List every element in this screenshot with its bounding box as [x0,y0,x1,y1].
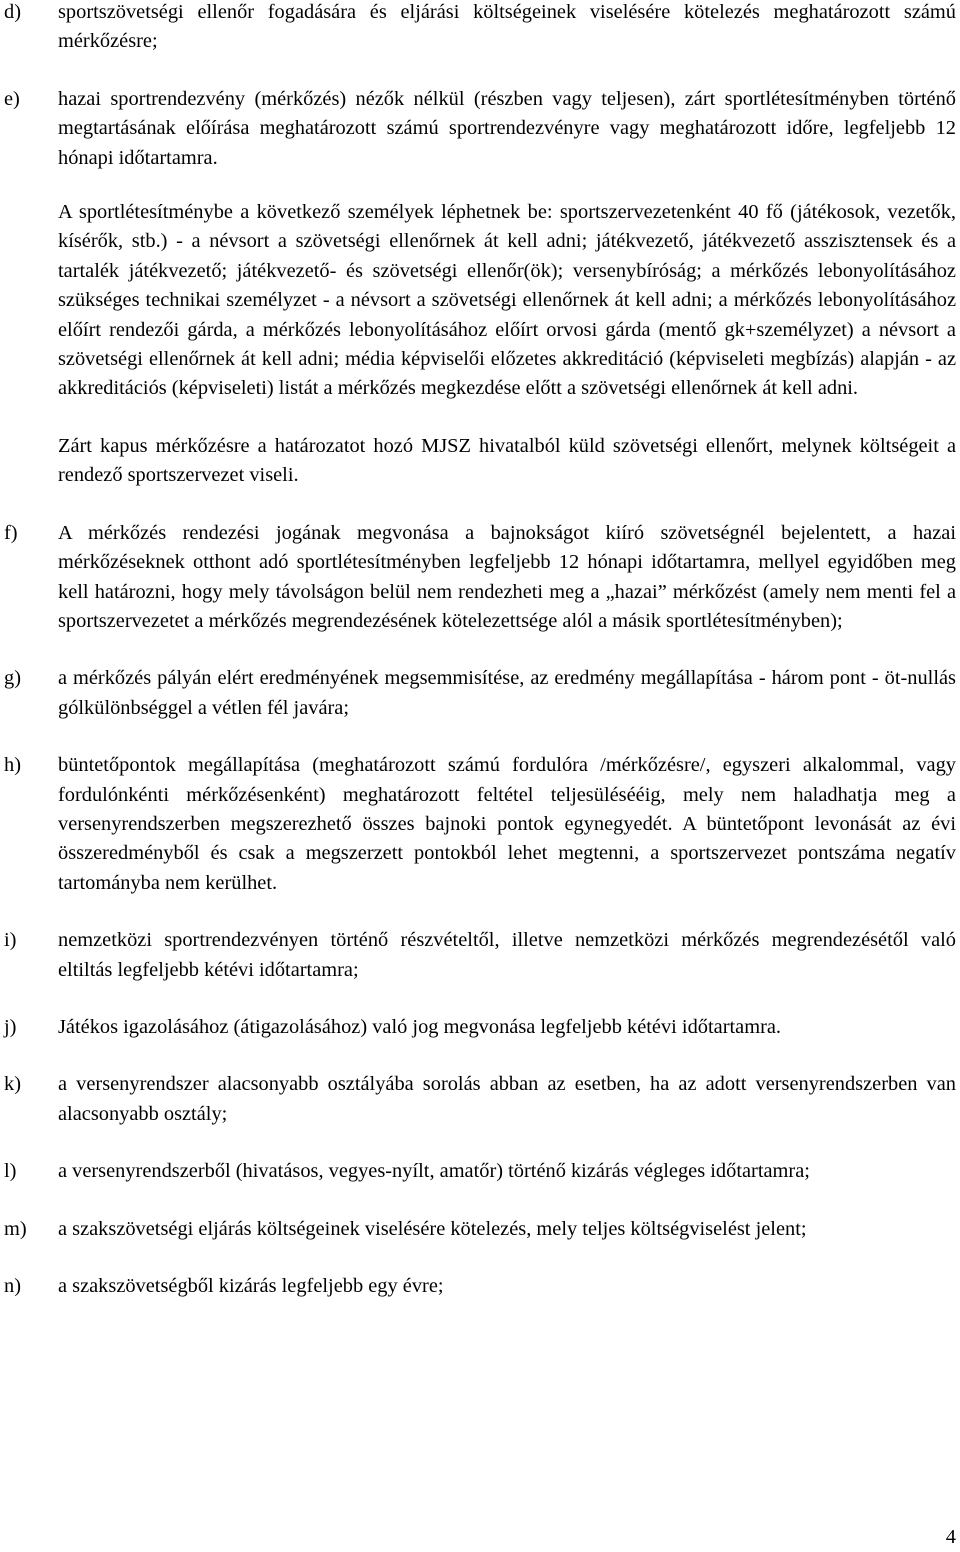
page-number: 4 [945,1526,956,1548]
list-marker: i) [4,929,17,952]
list-marker: g) [4,667,21,690]
list-item-text: a szakszövetségi eljárás költségeinek viselésére kötelezés, mely teljes költségviselést jelent; [58,1217,807,1240]
list-item-n [0,1272,956,1301]
paragraph-allowed-persons: A sportlétesítménybe a következő személyek léphetnek be: sportszervezetenként 40 fő (játékosok, vezetők, kísérők, stb.) - a névsort a szövetségi ellenőrnek át kell adni; játékvezető, játékvezető asszisztensek és a tartalék játékvezető; játékvezető- és szövetségi ellenőr(ök); versenybíróság; a mérkőzés lebonyolításához szükséges technikai személyzet - a névsort a szövetségi ellenőrnek át kell adni; a mérkőzés lebonyolításához előírt rendezői gárda, a mérkőzés lebonyolításához előírt orvosi gárda (mentő gk+személyzet) a névsort a szövetségi ellenőrnek át kell adni; média képviselői előzetes akkreditáció (képviseleti megbízás) alapján - az akkreditációs (képviseleti) listát a mérkőzés megkezdése előtt a szövetségi ellenőrnek át kell adni. [58,201,956,400]
list-item-text: Játékos igazolásához (átigazolásához) való jog megvonása legfeljebb kétévi időtartamra. [58,1015,782,1038]
list-item-i [0,926,956,985]
list-item-text: a mérkőzés pályán elért eredményének megsemmisítése, az eredmény megállapítása - három pont - öt-nullás gólkülönbséggel a vétlen fél javára; [58,667,956,719]
list-marker: j) [4,1015,17,1038]
list-marker: n) [4,1275,21,1297]
list-item-l [0,1157,956,1186]
list-item-m [0,1215,956,1244]
list-marker: m) [4,1217,27,1240]
list-item-text: a versenyrendszer alacsonyabb osztályába sorolás abban az esetben, ha az adott versenyrendszerben van alacsonyabb osztály; [58,1073,956,1125]
list-item-text: büntetőpontok megállapítása (meghatározott számú fordulóra /mérkőzésre/, egyszeri alkalommal, vagy fordulónkénti mérkőzésenként) meghatározott feltétel teljesülésééig, mely nem haladhatja meg a versenyrendszerben megszerezhető összes bajnoki pontok egynegyedét. A büntetőpont levonását az évi összeredményből és csak a megszerzett pontokból lehet megtenni, a sportszervezet pontszáma negatív tartományba nem kerülhet. [58,754,956,894]
list-item-text: sportszövetségi ellenőr fogadására és eljárási költségeinek viselésére kötelezés meghatározott számú mérkőzésre; [58,1,956,53]
list-marker: k) [4,1073,21,1096]
list-item-text: a versenyrendszerből (hivatásos, vegyes-nyílt, amatőr) történő kizárás végleges időtartamra; [58,1160,810,1183]
list-item-h [0,751,956,898]
paragraph-closed-door: Zárt kapus mérkőzésre a határozatot hozó MJSZ hivatalból küld szövetségi ellenőrt, melynek költségeit a rendező sportszervezet viseli. [58,434,956,487]
list-item-f [0,519,956,637]
list-item-d [0,0,956,57]
list-marker: d) [4,1,21,23]
list-marker: h) [4,754,21,777]
list-marker: e) [4,87,20,110]
list-item-text: A mérkőzés rendezési jogának megvonása a bajnokságot kiíró szövetségnél bejelentett, a hazai mérkőzéseknek otthont adó sportlétesítményben legfeljebb 12 hónapi időtartamra, mellyel egyidőben meg kell határozni, hogy mely távolságon belül nem rendezheti meg a „hazai” mérkőzést (amely nem menti fel a sportszervezetet a mérkőzés megrendezésének kötelezettsége alól a másik sportlétesítményben); [58,521,956,632]
list-marker: f) [4,521,18,544]
list-item-text: hazai sportrendezvény (mérkőzés) nézők nélkül (részben vagy teljesen), zárt sportlétesítményben történő megtartásának előírása meghatározott számú sportrendezvényre vagy meghatározott időre, legfeljebb 12 hónapi időtartamra. [58,87,956,169]
list-item-k [0,1070,956,1129]
list-item-text: nemzetközi sportrendezvényen történő részvételtől, illetve nemzetközi mérkőzés megrendezésétől való eltiltás legfeljebb kétévi időtartamra; [58,929,956,981]
list-item-e [0,85,956,173]
list-item-g [0,664,956,723]
list-marker: l) [4,1160,17,1183]
list-item-j [0,1013,956,1042]
list-item-text: a szakszövetségből kizárás legfeljebb egy évre; [58,1275,444,1297]
